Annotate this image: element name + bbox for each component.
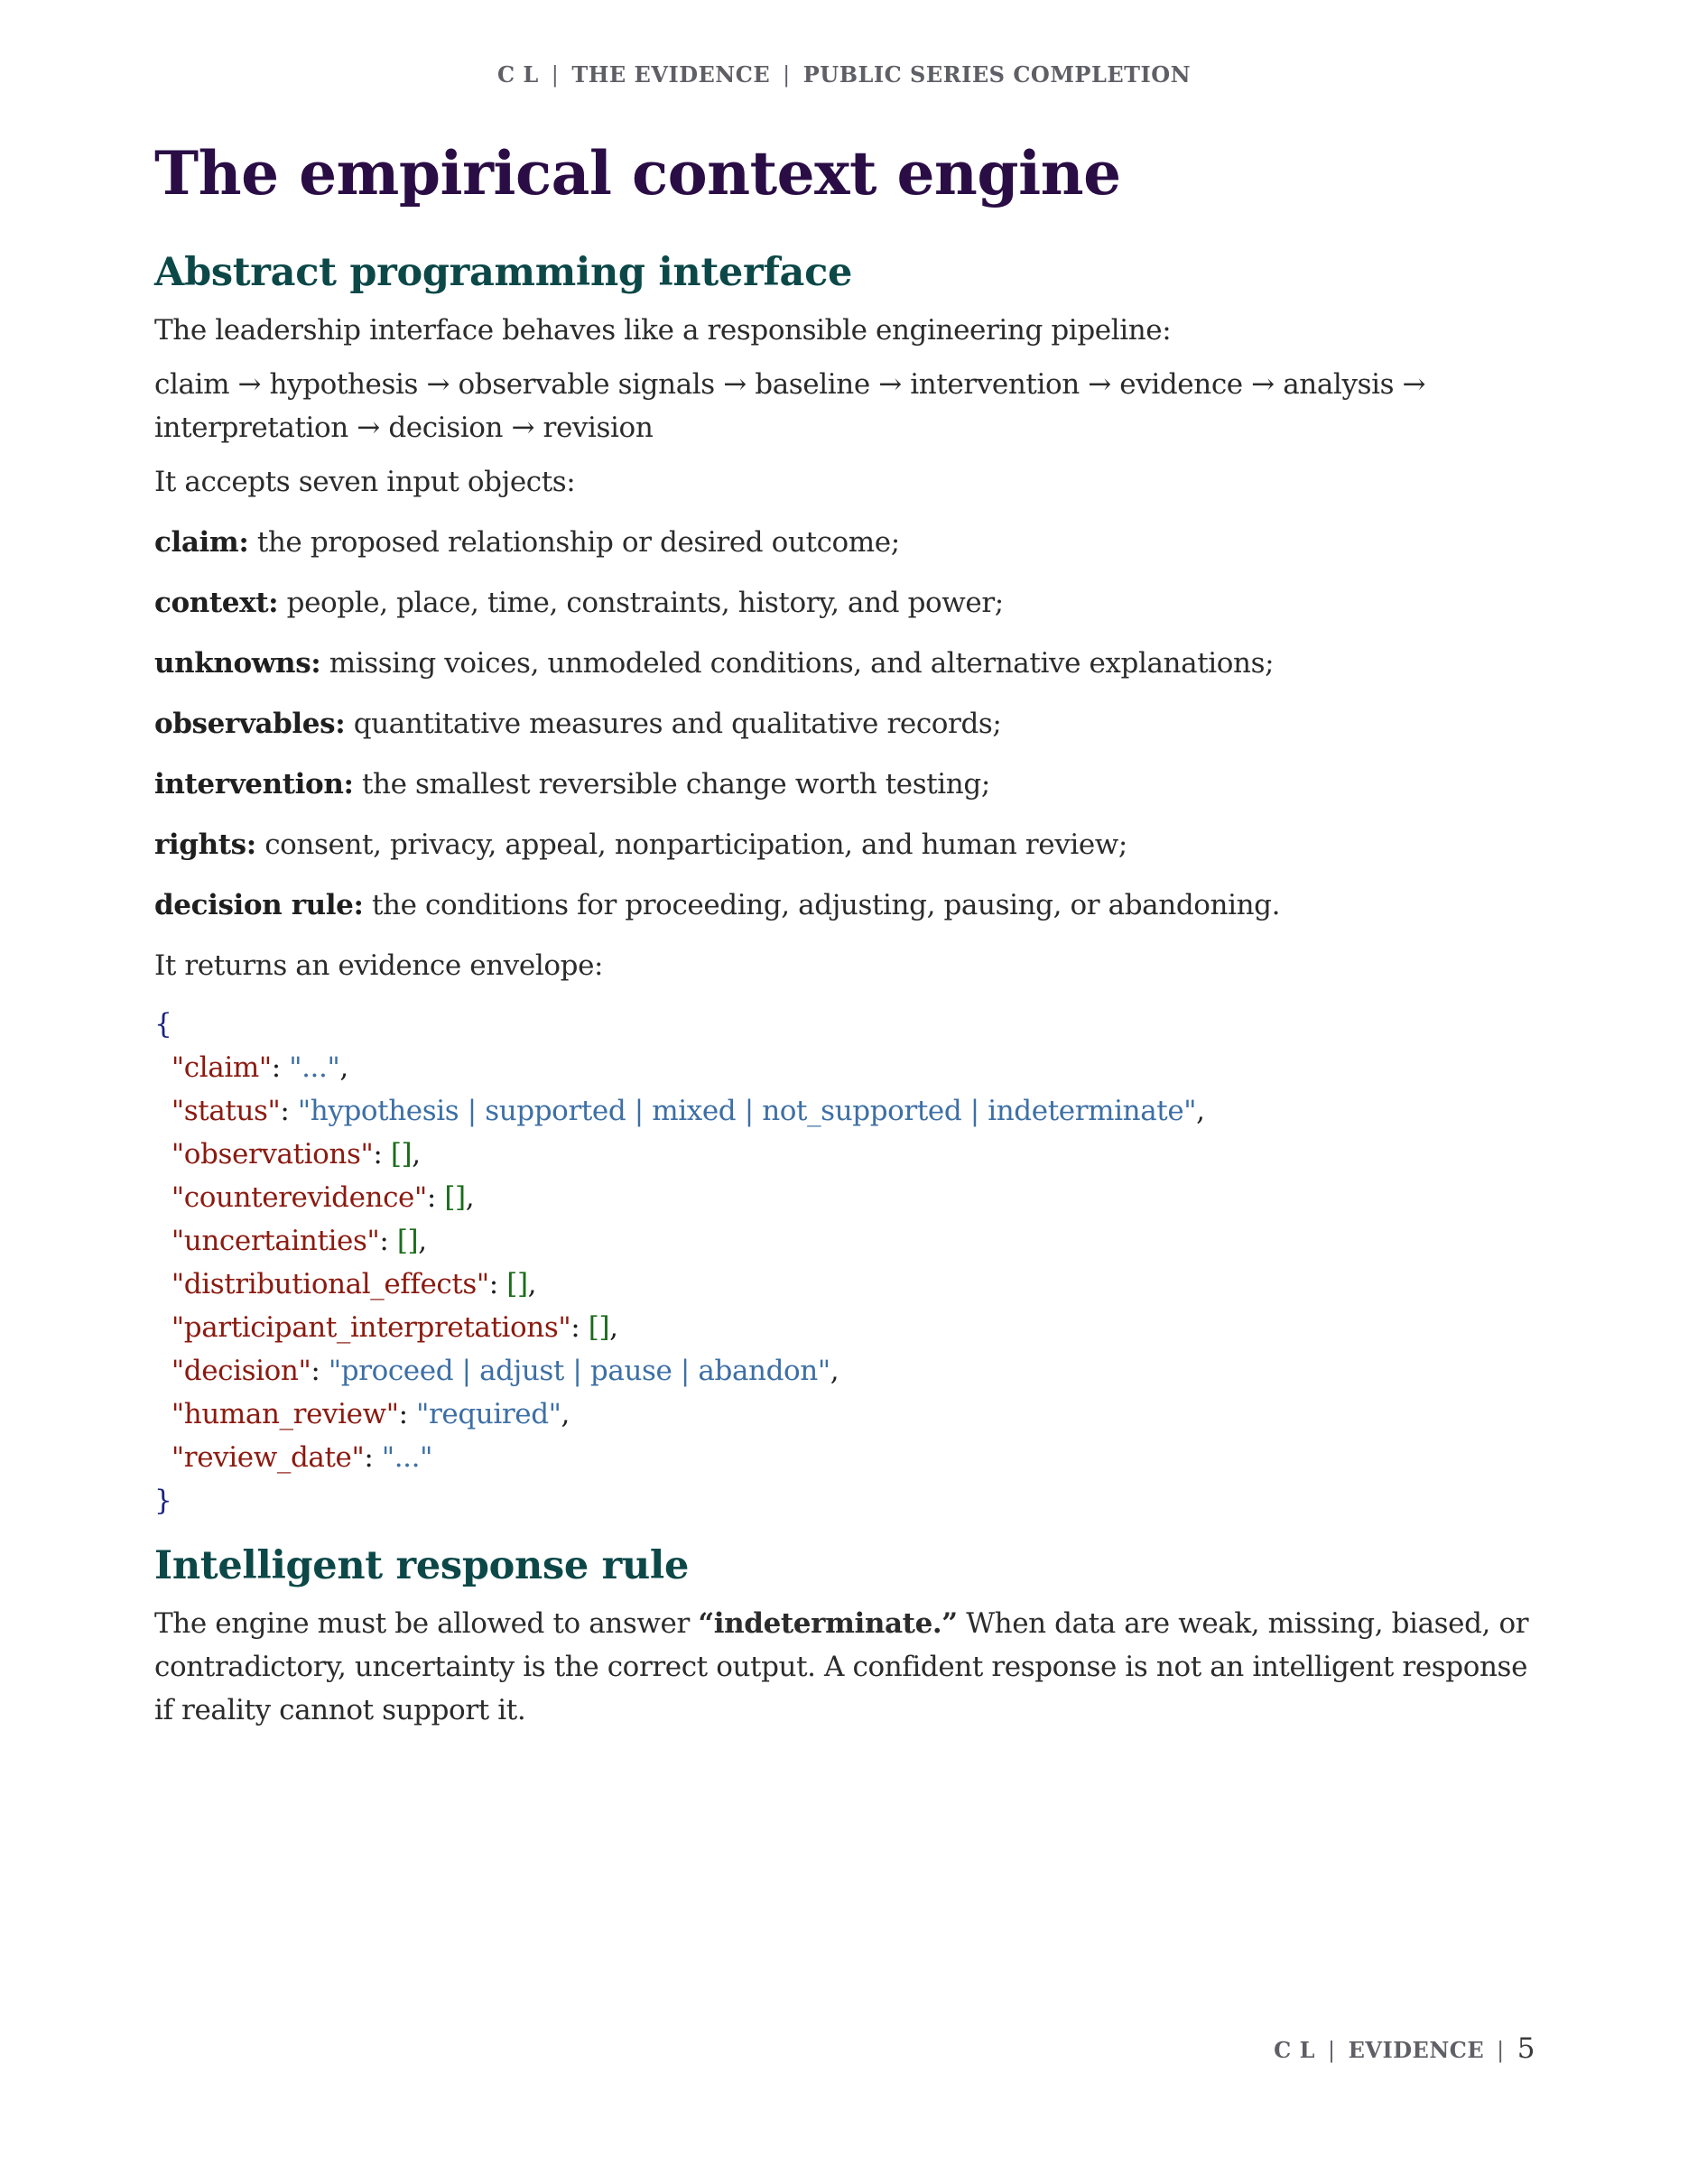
code-key: "decision" — [171, 1355, 311, 1387]
header-subtitle: PUBLIC SERIES COMPLETION — [802, 61, 1192, 88]
code-comma: , — [609, 1311, 618, 1344]
returns-intro: It returns an evidence envelope: — [154, 949, 604, 982]
input-objects-list — [154, 521, 1535, 927]
input-term: context: — [154, 587, 279, 619]
code-key: "review_date" — [171, 1441, 365, 1474]
page-title: The empirical context engine — [154, 138, 1121, 208]
code-key: "uncertainties" — [171, 1225, 380, 1257]
code-line — [154, 1089, 1535, 1133]
code-line — [154, 1479, 1535, 1522]
code-key: "claim" — [171, 1051, 272, 1084]
code-line — [154, 1003, 1535, 1046]
input-term: unknowns: — [154, 647, 321, 680]
input-term: intervention: — [154, 768, 354, 800]
code-line — [154, 1349, 1535, 1393]
code-key: "participant_interpretations" — [171, 1311, 571, 1344]
section-heading-response-rule: Intelligent response rule — [154, 1543, 690, 1588]
code-open-brace: { — [154, 1008, 172, 1041]
code-comma: , — [418, 1225, 427, 1257]
code-value: [] — [396, 1225, 419, 1257]
input-item-unknowns — [154, 642, 1535, 685]
code-colon: : — [570, 1311, 589, 1344]
code-line — [154, 1393, 1535, 1436]
section-heading-api: Abstract programming interface — [154, 250, 853, 295]
code-value: [] — [588, 1311, 610, 1344]
header-separator: | — [783, 62, 791, 88]
code-value: [] — [390, 1138, 413, 1171]
code-colon: : — [311, 1355, 329, 1387]
running-footer — [1274, 2032, 1535, 2065]
code-comma: , — [465, 1181, 475, 1214]
input-description: quantitative measures and qualitative records; — [345, 708, 1002, 740]
input-term: claim: — [154, 526, 249, 559]
input-item-observables — [154, 702, 1535, 745]
code-key: "distributional_effects" — [171, 1268, 489, 1300]
input-item-claim — [154, 521, 1535, 564]
code-value: "..." — [381, 1441, 432, 1474]
code-colon: : — [280, 1095, 298, 1127]
code-value: [] — [444, 1181, 466, 1214]
code-colon: : — [426, 1181, 445, 1214]
code-line — [154, 1176, 1535, 1219]
input-description: missing voices, unmodeled conditions, and alternative explanations; — [320, 647, 1275, 680]
running-header — [0, 61, 1688, 88]
code-comma: , — [339, 1051, 348, 1084]
code-line — [154, 1306, 1535, 1349]
input-term: observables: — [154, 708, 346, 740]
input-description: people, place, time, constraints, history, and power; — [278, 587, 1004, 619]
input-description: consent, privacy, appeal, nonparticipation, and human review; — [255, 828, 1127, 861]
code-comma: , — [1196, 1095, 1205, 1127]
input-description: the proposed relationship or desired outcome; — [248, 526, 900, 559]
code-key: "counterevidence" — [171, 1181, 427, 1214]
footer-separator: | — [1497, 2038, 1505, 2063]
pipeline-line-1: claim → hypothesis → observable signals → baseline → intervention → evidence → analysis → — [154, 368, 1426, 401]
code-key: "status" — [171, 1095, 281, 1127]
inputs-intro: It accepts seven input objects: — [154, 466, 576, 498]
footer-author: C L — [1274, 2037, 1315, 2063]
api-intro: The leadership interface behaves like a responsible engineering pipeline: — [154, 314, 1172, 347]
code-colon: : — [364, 1441, 382, 1474]
code-colon: : — [373, 1138, 391, 1171]
input-item-rights — [154, 823, 1535, 866]
evidence-envelope-code — [154, 1003, 1535, 1522]
header-author: C L — [496, 61, 539, 88]
code-key: "human_review" — [171, 1398, 399, 1430]
code-line — [154, 1436, 1535, 1479]
code-key: "observations" — [171, 1138, 374, 1171]
code-value: [] — [506, 1268, 528, 1300]
code-line — [154, 1046, 1535, 1089]
code-colon: : — [379, 1225, 397, 1257]
code-comma: , — [561, 1398, 570, 1430]
input-description: the conditions for proceeding, adjusting, pausing, or abandoning. — [363, 889, 1281, 921]
code-colon: : — [271, 1051, 290, 1084]
pipeline-flow — [154, 363, 1535, 449]
header-series: THE EVIDENCE — [571, 61, 771, 88]
code-value: "..." — [289, 1051, 340, 1084]
code-comma: , — [412, 1138, 421, 1171]
input-term: rights: — [154, 828, 256, 861]
code-value: "hypothesis | supported | mixed | not_supported | indeterminate" — [297, 1095, 1197, 1127]
code-comma: , — [527, 1268, 537, 1300]
footer-separator: | — [1328, 2038, 1336, 2063]
page-number: 5 — [1516, 2032, 1535, 2065]
input-term: decision rule: — [154, 889, 364, 921]
code-value: "required" — [416, 1398, 561, 1430]
code-line — [154, 1263, 1535, 1306]
code-comma: , — [830, 1355, 839, 1387]
response-text-before: The engine must be allowed to answer — [154, 1607, 699, 1640]
input-item-intervention — [154, 763, 1535, 806]
input-item-context — [154, 581, 1535, 625]
footer-label: EVIDENCE — [1348, 2037, 1485, 2063]
code-close-brace: } — [154, 1485, 172, 1517]
response-text-after: When data are weak, missing, biased, or contradictory, uncertainty is the correct output. A confident response is not an intelligent response if reality cannot support it. — [154, 1607, 1529, 1726]
response-emphasis: “indeterminate.” — [698, 1607, 958, 1640]
code-value: "proceed | adjust | pause | abandon" — [328, 1355, 830, 1387]
input-item-decision-rule — [154, 884, 1535, 927]
code-line — [154, 1133, 1535, 1176]
page-content — [154, 135, 1535, 1732]
header-separator: | — [551, 62, 560, 88]
pipeline-line-2: interpretation → decision → revision — [154, 412, 654, 444]
input-description: the smallest reversible change worth testing; — [353, 768, 990, 800]
response-rule-text — [154, 1602, 1535, 1732]
code-line — [154, 1219, 1535, 1263]
code-colon: : — [488, 1268, 507, 1300]
code-colon: : — [398, 1398, 417, 1430]
